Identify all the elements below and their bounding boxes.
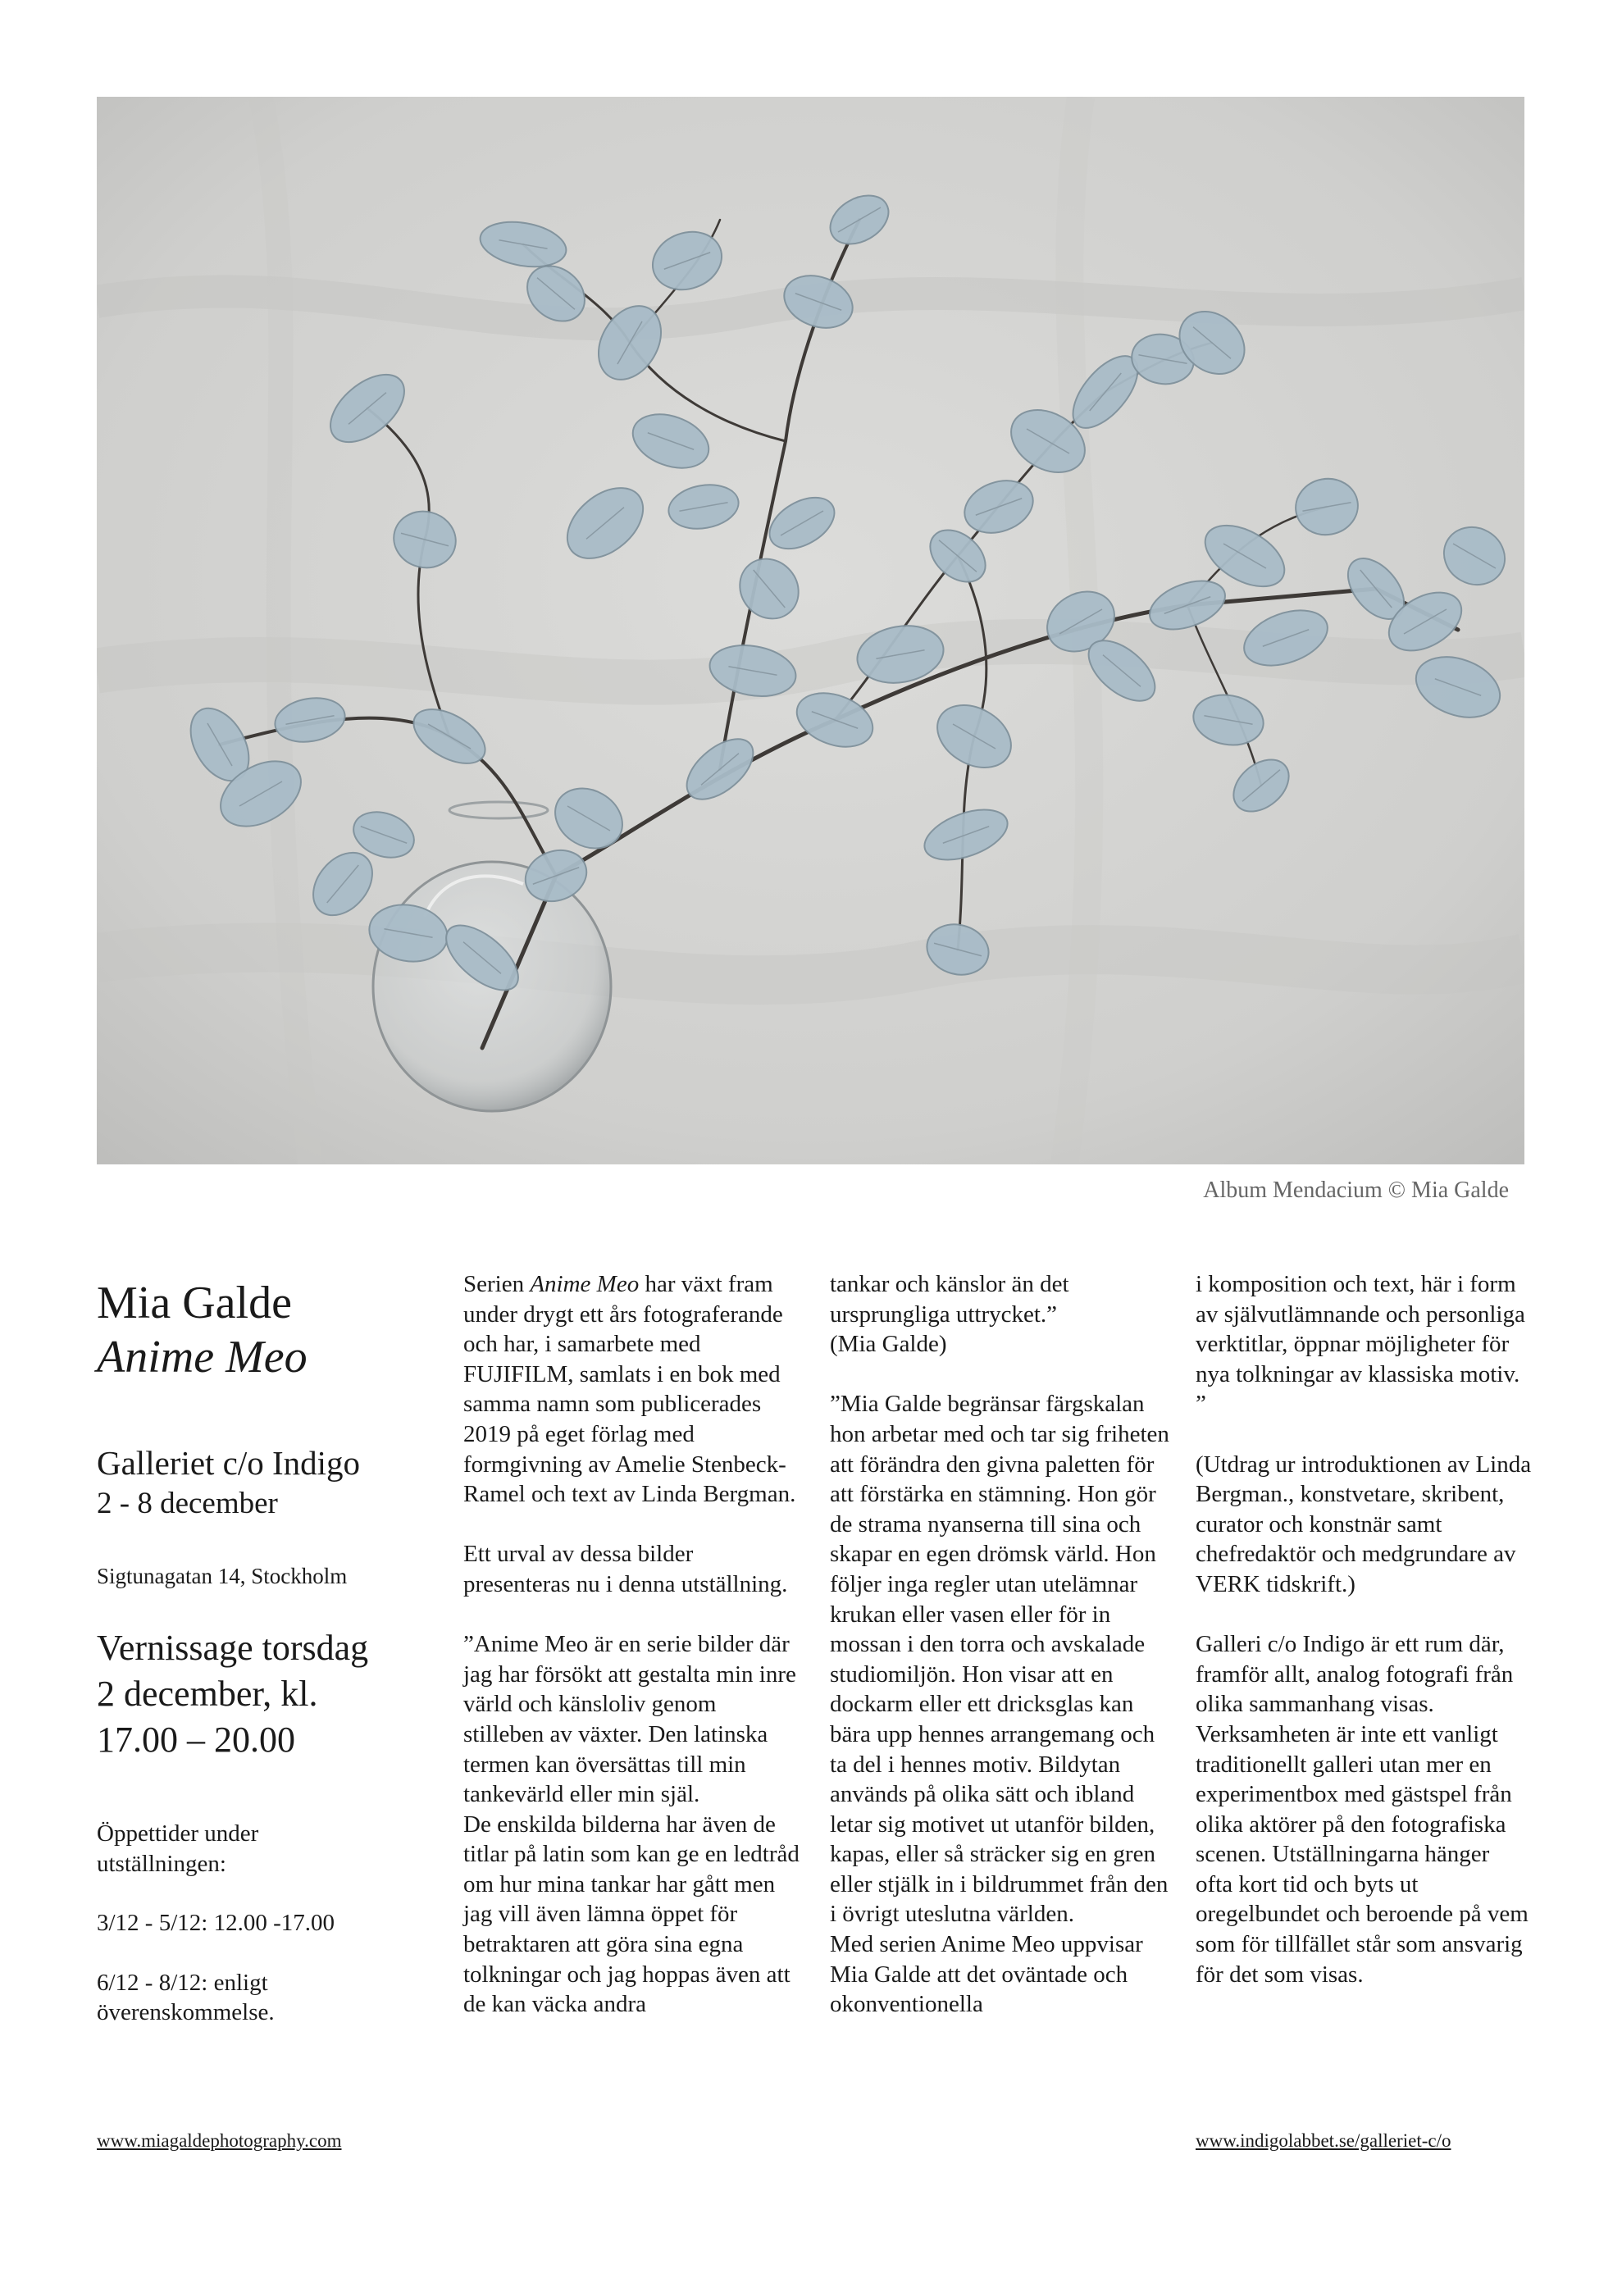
gallery-name: Galleriet c/o Indigo bbox=[97, 1444, 361, 1482]
exhibition-dates: 2 - 8 december bbox=[97, 1487, 278, 1520]
vernissage-info: Vernissage torsdag 2 december, kl. 17.00 – 20.00 bbox=[97, 1628, 369, 1760]
intro-paragraph bbox=[463, 1269, 800, 1510]
gallery-description-paragraph: Galleri c/o Indigo är ett rum där, framför allt, analog fotografi från olika sammanhang visas. Verksamheten är inte ett vanligt traditionellt galleri utan mer en experimentbox med gästspel från olika aktörer på den fotografiska scenen. Utställningarna hänger ofta kort tid och byts ut oregelbundet och beroende på vem som för tillfället står som ansvarig för det som visas. bbox=[1196, 1631, 1529, 1988]
exhibition-info-column bbox=[97, 1276, 425, 2057]
artist-name: Mia Galde bbox=[97, 1278, 292, 1328]
body-column-1 bbox=[463, 1269, 800, 2020]
critic-quote-continued: i komposition och text, här i form av självutlämnande och personliga verktitlar, öppnar möjligheter för nya tolkningar av klassiska motiv. ” bbox=[1196, 1271, 1525, 1418]
gallery-address: Sigtunagatan 14, Stockholm bbox=[97, 1564, 348, 1588]
artist-quote-continued: tankar och känslor än det ursprungliga uttrycket.” (Mia Galde) bbox=[830, 1271, 1069, 1358]
gallery-website-link[interactable]: www.indigolabbet.se/galleriet-c/o bbox=[1196, 2130, 1451, 2151]
branch-in-vase-image bbox=[97, 97, 1524, 1164]
body-column-3 bbox=[1196, 1269, 1532, 1989]
exhibition-photograph bbox=[97, 97, 1524, 1164]
artist-website-link[interactable]: www.miagaldephotography.com bbox=[97, 2130, 342, 2151]
critic-quote-paragraph: ”Mia Galde begränsar färgskalan hon arbetar med och tar sig friheten att förändra den givna paletten för att förstärka en stämning. Hon gör de strama nyanserna till sina och skapar en egen drömsk värld. Hon följer inga regler utan utelämnar krukan eller vasen eller för in mossan i den torra och avskalade studiomiljön. Hon visar att en dockarm eller ett dricksglas kan bära upp hennes arrangemang och ta del i hennes motiv. Bildytan används på olika sätt och ibland letar sig motivet ut utanför bilden, kapas, eller så sträcker sig en gren eller stjälk in i bildrummet från den i övrigt uteslutna världen. Med serien Anime Meo uppvisar Mia Galde att det oväntade och okonventionella bbox=[830, 1391, 1169, 2018]
intro-start: Serien bbox=[463, 1271, 531, 1297]
selection-paragraph: Ett urval av dessa bilder presenteras nu i denna utställning. bbox=[463, 1541, 788, 1597]
opening-hours-2: 6/12 - 8/12: enligt överenskommelse. bbox=[97, 1969, 275, 2026]
body-column-2 bbox=[830, 1269, 1170, 2020]
artist-quote-paragraph: ”Anime Meo är en serie bilder där jag har försökt att gestalta min inre värld och känsloliv genom stilleben av växter. Den latinska termen kan översättas till min tankevärld eller min själ. De enskilda bilderna har även de titlar på latin som kan ge en ledtråd om hur mina tankar har gått men jag vill även lämna öppet för betraktaren att göra sina egna tolkningar och jag hoppas även att de kan väcka andra bbox=[463, 1631, 800, 2018]
intro-rest: har växt fram under drygt ett års fotograferande och har, i samarbete med FUJIFILM, samlats i en bok med samma namn som publicerades 2019 på eget förlag med formgivning av Amelie Stenbeck-Ramel och text av Linda Bergman. bbox=[463, 1271, 796, 1508]
excerpt-source-paragraph: (Utdrag ur introduktionen av Linda Bergman., konstvetare, skribent, curator och konstnär samt chefredaktör och medgrundare av VERK tidskrift.) bbox=[1196, 1451, 1532, 1597]
series-title: Anime Meo bbox=[97, 1332, 308, 1383]
opening-hours-1: 3/12 - 5/12: 12.00 -17.00 bbox=[97, 1910, 335, 1937]
opening-hours-heading: Öppettider under utställningen: bbox=[97, 1820, 259, 1877]
photo-credit: Album Mendacium © Mia Galde bbox=[1203, 1178, 1509, 1203]
intro-series-title: Anime Meo bbox=[530, 1271, 640, 1297]
